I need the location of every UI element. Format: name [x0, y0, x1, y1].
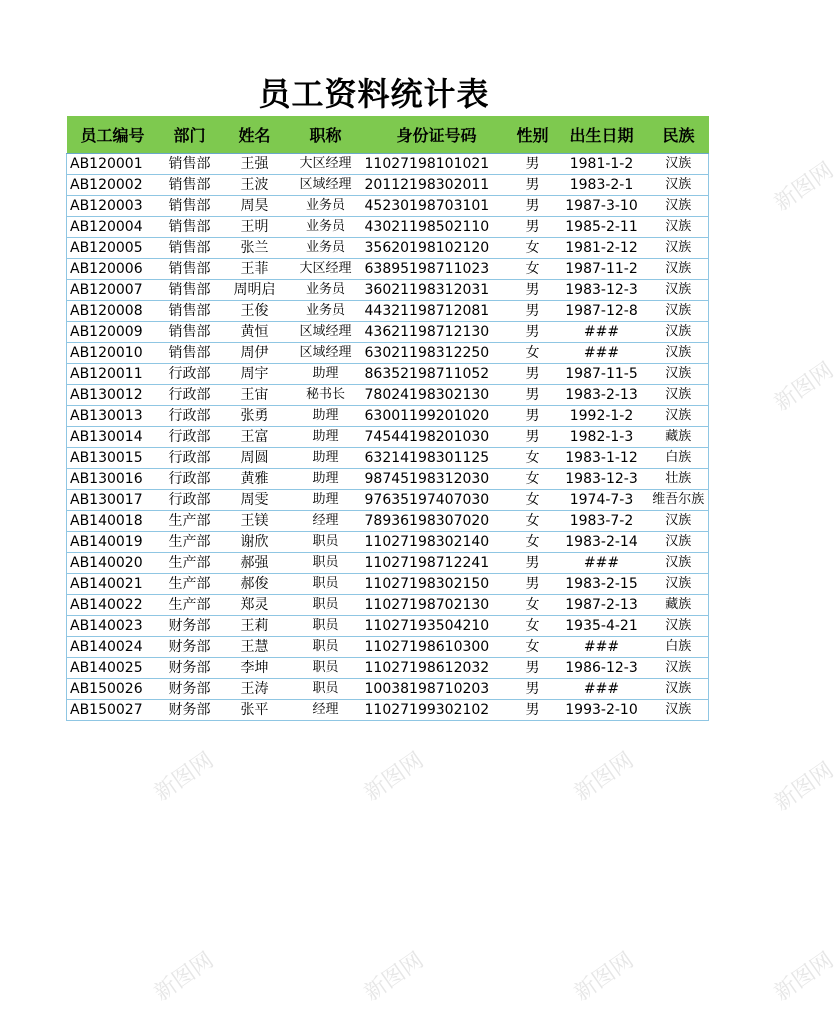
cell-title[interactable]: 助理 — [289, 469, 363, 490]
header-title[interactable]: 职称 — [289, 116, 363, 154]
cell-gender[interactable]: 女 — [511, 259, 555, 280]
cell-department[interactable]: 生产部 — [159, 595, 221, 616]
cell-id-number[interactable]: 20112198302011 — [363, 175, 511, 196]
cell-ethnicity[interactable]: 汉族 — [649, 700, 709, 721]
cell-department[interactable]: 行政部 — [159, 364, 221, 385]
cell-department[interactable]: 生产部 — [159, 511, 221, 532]
cell-id-number[interactable]: 43021198502110 — [363, 217, 511, 238]
cell-name[interactable]: 周昊 — [221, 196, 289, 217]
cell-ethnicity[interactable]: 维吾尔族 — [649, 490, 709, 511]
cell-birth-date[interactable]: ### — [555, 637, 649, 658]
cell-ethnicity[interactable]: 汉族 — [649, 259, 709, 280]
cell-title[interactable]: 区域经理 — [289, 343, 363, 364]
cell-employee-id[interactable]: AB130016 — [67, 469, 159, 490]
cell-ethnicity[interactable]: 汉族 — [649, 343, 709, 364]
cell-birth-date[interactable]: ### — [555, 679, 649, 700]
cell-birth-date[interactable]: 1983-12-3 — [555, 280, 649, 301]
cell-name[interactable]: 王明 — [221, 217, 289, 238]
cell-name[interactable]: 周雯 — [221, 490, 289, 511]
cell-birth-date[interactable]: 1981-1-2 — [555, 154, 649, 175]
cell-ethnicity[interactable]: 汉族 — [649, 658, 709, 679]
cell-birth-date[interactable]: 1983-12-3 — [555, 469, 649, 490]
cell-title[interactable]: 秘书长 — [289, 385, 363, 406]
cell-name[interactable]: 谢欣 — [221, 532, 289, 553]
cell-id-number[interactable]: 97635197407030 — [363, 490, 511, 511]
cell-employee-id[interactable]: AB120009 — [67, 322, 159, 343]
cell-department[interactable]: 生产部 — [159, 553, 221, 574]
cell-department[interactable]: 行政部 — [159, 469, 221, 490]
cell-department[interactable]: 销售部 — [159, 301, 221, 322]
cell-department[interactable]: 行政部 — [159, 385, 221, 406]
cell-id-number[interactable]: 63001199201020 — [363, 406, 511, 427]
cell-ethnicity[interactable]: 汉族 — [649, 196, 709, 217]
cell-birth-date[interactable]: 1983-2-13 — [555, 385, 649, 406]
watermark-text: 新图网 — [769, 157, 839, 217]
header-ethnicity[interactable]: 民族 — [649, 116, 709, 154]
cell-title[interactable]: 助理 — [289, 427, 363, 448]
cell-birth-date[interactable]: 1987-12-8 — [555, 301, 649, 322]
cell-department[interactable]: 生产部 — [159, 574, 221, 595]
cell-birth-date[interactable]: 1983-2-15 — [555, 574, 649, 595]
cell-name[interactable]: 周圆 — [221, 448, 289, 469]
cell-gender[interactable]: 男 — [511, 154, 555, 175]
cell-name[interactable]: 王莉 — [221, 616, 289, 637]
cell-employee-id[interactable]: AB130012 — [67, 385, 159, 406]
table-row — [67, 448, 709, 469]
cell-ethnicity[interactable]: 汉族 — [649, 511, 709, 532]
cell-title[interactable]: 助理 — [289, 448, 363, 469]
table-row — [67, 406, 709, 427]
cell-name[interactable]: 王菲 — [221, 259, 289, 280]
cell-gender[interactable]: 女 — [511, 637, 555, 658]
cell-gender[interactable]: 男 — [511, 175, 555, 196]
cell-birth-date[interactable]: 1982-1-3 — [555, 427, 649, 448]
cell-employee-id[interactable]: AB140018 — [67, 511, 159, 532]
cell-gender[interactable]: 女 — [511, 469, 555, 490]
cell-birth-date[interactable]: 1974-7-3 — [555, 490, 649, 511]
cell-birth-date[interactable]: 1993-2-10 — [555, 700, 649, 721]
cell-title[interactable]: 大区经理 — [289, 259, 363, 280]
cell-gender[interactable]: 女 — [511, 532, 555, 553]
cell-name[interactable]: 王俊 — [221, 301, 289, 322]
cell-title[interactable]: 业务员 — [289, 238, 363, 259]
table-row — [67, 532, 709, 553]
watermark-text: 新图网 — [359, 747, 429, 807]
cell-employee-id[interactable]: AB120006 — [67, 259, 159, 280]
cell-gender[interactable]: 男 — [511, 217, 555, 238]
watermark-text: 新图网 — [769, 757, 839, 817]
cell-department[interactable]: 行政部 — [159, 490, 221, 511]
cell-id-number[interactable]: 11027198302150 — [363, 574, 511, 595]
cell-id-number[interactable]: 74544198201030 — [363, 427, 511, 448]
cell-gender[interactable]: 女 — [511, 511, 555, 532]
cell-ethnicity[interactable]: 汉族 — [649, 217, 709, 238]
cell-department[interactable]: 销售部 — [159, 259, 221, 280]
cell-name[interactable]: 张兰 — [221, 238, 289, 259]
cell-name[interactable]: 郑灵 — [221, 595, 289, 616]
table-row — [67, 196, 709, 217]
table-row — [67, 595, 709, 616]
header-gender[interactable]: 性别 — [511, 116, 555, 154]
cell-title[interactable]: 助理 — [289, 364, 363, 385]
cell-birth-date[interactable]: 1983-1-12 — [555, 448, 649, 469]
cell-name[interactable]: 黄恒 — [221, 322, 289, 343]
cell-employee-id[interactable]: AB120008 — [67, 301, 159, 322]
cell-name[interactable]: 郝强 — [221, 553, 289, 574]
cell-birth-date[interactable]: 1983-7-2 — [555, 511, 649, 532]
cell-department[interactable]: 行政部 — [159, 406, 221, 427]
table-row — [67, 343, 709, 364]
cell-title[interactable]: 助理 — [289, 490, 363, 511]
cell-gender[interactable]: 男 — [511, 364, 555, 385]
table-row — [67, 364, 709, 385]
watermark-text: 新图网 — [769, 357, 839, 417]
cell-department[interactable]: 销售部 — [159, 175, 221, 196]
cell-employee-id[interactable]: AB140020 — [67, 553, 159, 574]
header-birth-date[interactable]: 出生日期 — [555, 116, 649, 154]
cell-department[interactable]: 销售部 — [159, 343, 221, 364]
cell-ethnicity[interactable]: 汉族 — [649, 385, 709, 406]
watermark-text: 新图网 — [359, 947, 429, 1007]
cell-ethnicity[interactable]: 汉族 — [649, 364, 709, 385]
cell-title[interactable]: 经理 — [289, 700, 363, 721]
table-row — [67, 616, 709, 637]
table-row — [67, 679, 709, 700]
cell-gender[interactable]: 男 — [511, 679, 555, 700]
cell-title[interactable]: 区域经理 — [289, 175, 363, 196]
cell-employee-id[interactable]: AB120001 — [67, 154, 159, 175]
cell-employee-id[interactable]: AB150026 — [67, 679, 159, 700]
cell-ethnicity[interactable]: 白族 — [649, 637, 709, 658]
cell-department[interactable]: 销售部 — [159, 196, 221, 217]
cell-id-number[interactable]: 11027198101021 — [363, 154, 511, 175]
cell-id-number[interactable]: 78936198307020 — [363, 511, 511, 532]
table-row — [67, 217, 709, 238]
header-name[interactable]: 姓名 — [221, 116, 289, 154]
cell-gender[interactable]: 男 — [511, 658, 555, 679]
table-row — [67, 175, 709, 196]
cell-birth-date[interactable]: 1987-11-2 — [555, 259, 649, 280]
cell-gender[interactable]: 男 — [511, 574, 555, 595]
cell-id-number[interactable]: 11027199302102 — [363, 700, 511, 721]
cell-ethnicity[interactable]: 白族 — [649, 448, 709, 469]
cell-employee-id[interactable]: AB140019 — [67, 532, 159, 553]
cell-employee-id[interactable]: AB150027 — [67, 700, 159, 721]
cell-ethnicity[interactable]: 藏族 — [649, 595, 709, 616]
cell-employee-id[interactable]: AB130017 — [67, 490, 159, 511]
cell-birth-date[interactable]: 1992-1-2 — [555, 406, 649, 427]
cell-name[interactable]: 张平 — [221, 700, 289, 721]
cell-ethnicity[interactable]: 藏族 — [649, 427, 709, 448]
cell-employee-id[interactable]: AB130014 — [67, 427, 159, 448]
cell-birth-date[interactable]: 1983-2-14 — [555, 532, 649, 553]
cell-gender[interactable]: 男 — [511, 280, 555, 301]
cell-ethnicity[interactable]: 汉族 — [649, 406, 709, 427]
table-row — [67, 259, 709, 280]
cell-title[interactable]: 业务员 — [289, 217, 363, 238]
cell-id-number[interactable]: 11027198702130 — [363, 595, 511, 616]
cell-id-number[interactable]: 78024198302130 — [363, 385, 511, 406]
table-row — [67, 490, 709, 511]
cell-ethnicity[interactable]: 汉族 — [649, 322, 709, 343]
cell-department[interactable]: 生产部 — [159, 532, 221, 553]
cell-gender[interactable]: 女 — [511, 616, 555, 637]
cell-ethnicity[interactable]: 汉族 — [649, 280, 709, 301]
cell-id-number[interactable]: 10038198710203 — [363, 679, 511, 700]
cell-ethnicity[interactable]: 汉族 — [649, 238, 709, 259]
cell-gender[interactable]: 男 — [511, 406, 555, 427]
watermark-text: 新图网 — [149, 947, 219, 1007]
cell-title[interactable]: 职员 — [289, 658, 363, 679]
cell-id-number[interactable]: 11027198610300 — [363, 637, 511, 658]
table-row — [67, 658, 709, 679]
cell-birth-date[interactable]: ### — [555, 343, 649, 364]
cell-ethnicity[interactable]: 汉族 — [649, 175, 709, 196]
cell-birth-date[interactable]: 1987-11-5 — [555, 364, 649, 385]
cell-birth-date[interactable]: 1981-2-12 — [555, 238, 649, 259]
cell-gender[interactable]: 男 — [511, 553, 555, 574]
cell-title[interactable]: 区域经理 — [289, 322, 363, 343]
cell-ethnicity[interactable]: 汉族 — [649, 154, 709, 175]
table-row — [67, 385, 709, 406]
cell-id-number[interactable]: 43621198712130 — [363, 322, 511, 343]
cell-title[interactable]: 职员 — [289, 616, 363, 637]
cell-id-number[interactable]: 36021198312031 — [363, 280, 511, 301]
cell-name[interactable]: 张勇 — [221, 406, 289, 427]
cell-name[interactable]: 周宇 — [221, 364, 289, 385]
cell-name[interactable]: 王宙 — [221, 385, 289, 406]
cell-title[interactable]: 职员 — [289, 532, 363, 553]
cell-birth-date[interactable]: 1985-2-11 — [555, 217, 649, 238]
watermark-text: 新图网 — [149, 747, 219, 807]
cell-birth-date[interactable]: ### — [555, 322, 649, 343]
cell-id-number[interactable]: 44321198712081 — [363, 301, 511, 322]
cell-department[interactable]: 财务部 — [159, 700, 221, 721]
cell-department[interactable]: 销售部 — [159, 217, 221, 238]
cell-employee-id[interactable]: AB130013 — [67, 406, 159, 427]
cell-birth-date[interactable]: 1983-2-1 — [555, 175, 649, 196]
cell-employee-id[interactable]: AB140025 — [67, 658, 159, 679]
table-row — [67, 637, 709, 658]
cell-birth-date[interactable]: 1987-3-10 — [555, 196, 649, 217]
cell-ethnicity[interactable]: 汉族 — [649, 574, 709, 595]
cell-name[interactable]: 郝俊 — [221, 574, 289, 595]
cell-name[interactable]: 王强 — [221, 154, 289, 175]
cell-gender[interactable]: 男 — [511, 301, 555, 322]
table-row — [67, 511, 709, 532]
header-department[interactable]: 部门 — [159, 116, 221, 154]
watermark-text: 新图网 — [569, 947, 639, 1007]
sheet-title: 员工资料统计表 — [258, 75, 490, 113]
cell-gender[interactable]: 男 — [511, 700, 555, 721]
cell-title[interactable]: 业务员 — [289, 280, 363, 301]
cell-gender[interactable]: 女 — [511, 448, 555, 469]
cell-title[interactable]: 职员 — [289, 679, 363, 700]
cell-id-number[interactable]: 98745198312030 — [363, 469, 511, 490]
cell-birth-date[interactable]: 1986-12-3 — [555, 658, 649, 679]
cell-ethnicity[interactable]: 汉族 — [649, 616, 709, 637]
cell-title[interactable]: 职员 — [289, 637, 363, 658]
table-row — [67, 574, 709, 595]
cell-department[interactable]: 财务部 — [159, 658, 221, 679]
cell-department[interactable]: 销售部 — [159, 322, 221, 343]
cell-employee-id[interactable]: AB140022 — [67, 595, 159, 616]
cell-id-number[interactable]: 11027198712241 — [363, 553, 511, 574]
header-id-number[interactable]: 身份证号码 — [363, 116, 511, 154]
table-row — [67, 301, 709, 322]
cell-id-number[interactable]: 63021198312250 — [363, 343, 511, 364]
cell-employee-id[interactable]: AB120007 — [67, 280, 159, 301]
cell-employee-id[interactable]: AB140021 — [67, 574, 159, 595]
cell-department[interactable]: 销售部 — [159, 154, 221, 175]
cell-birth-date[interactable]: 1987-2-13 — [555, 595, 649, 616]
cell-id-number[interactable]: 11027198612032 — [363, 658, 511, 679]
cell-name[interactable]: 王慧 — [221, 637, 289, 658]
cell-gender[interactable]: 男 — [511, 196, 555, 217]
cell-name[interactable]: 王富 — [221, 427, 289, 448]
table-row — [67, 154, 709, 175]
cell-title[interactable]: 业务员 — [289, 196, 363, 217]
cell-title[interactable]: 经理 — [289, 511, 363, 532]
table-row — [67, 427, 709, 448]
cell-name[interactable]: 王涛 — [221, 679, 289, 700]
table-body — [67, 154, 709, 721]
cell-id-number[interactable]: 11027193504210 — [363, 616, 511, 637]
cell-department[interactable]: 财务部 — [159, 616, 221, 637]
cell-department[interactable]: 财务部 — [159, 637, 221, 658]
cell-ethnicity[interactable]: 壮族 — [649, 469, 709, 490]
cell-employee-id[interactable]: AB120011 — [67, 364, 159, 385]
cell-ethnicity[interactable]: 汉族 — [649, 532, 709, 553]
cell-title[interactable]: 助理 — [289, 406, 363, 427]
cell-department[interactable]: 行政部 — [159, 448, 221, 469]
cell-name[interactable]: 王镁 — [221, 511, 289, 532]
cell-id-number[interactable]: 35620198102120 — [363, 238, 511, 259]
cell-employee-id[interactable]: AB120004 — [67, 217, 159, 238]
cell-employee-id[interactable]: AB120002 — [67, 175, 159, 196]
cell-birth-date[interactable]: ### — [555, 553, 649, 574]
cell-ethnicity[interactable]: 汉族 — [649, 301, 709, 322]
cell-name[interactable]: 周明启 — [221, 280, 289, 301]
watermark-text: 新图网 — [769, 947, 839, 1007]
cell-id-number[interactable]: 45230198703101 — [363, 196, 511, 217]
cell-id-number[interactable]: 86352198711052 — [363, 364, 511, 385]
cell-employee-id[interactable]: AB120010 — [67, 343, 159, 364]
cell-gender[interactable]: 女 — [511, 490, 555, 511]
cell-employee-id[interactable]: AB120003 — [67, 196, 159, 217]
table-row — [67, 238, 709, 259]
cell-gender[interactable]: 男 — [511, 427, 555, 448]
cell-gender[interactable]: 男 — [511, 322, 555, 343]
cell-department[interactable]: 销售部 — [159, 238, 221, 259]
cell-name[interactable]: 李坤 — [221, 658, 289, 679]
table-header-row — [67, 116, 709, 154]
cell-employee-id[interactable]: AB140024 — [67, 637, 159, 658]
watermark-text: 新图网 — [569, 747, 639, 807]
cell-birth-date[interactable]: 1935-4-21 — [555, 616, 649, 637]
cell-gender[interactable]: 女 — [511, 238, 555, 259]
cell-department[interactable]: 行政部 — [159, 427, 221, 448]
cell-gender[interactable]: 男 — [511, 385, 555, 406]
cell-ethnicity[interactable]: 汉族 — [649, 553, 709, 574]
cell-title[interactable]: 大区经理 — [289, 154, 363, 175]
table-row — [67, 553, 709, 574]
employee-table — [66, 116, 709, 721]
cell-id-number[interactable]: 63214198301125 — [363, 448, 511, 469]
cell-name[interactable]: 周伊 — [221, 343, 289, 364]
table-row — [67, 700, 709, 721]
cell-ethnicity[interactable]: 汉族 — [649, 679, 709, 700]
cell-gender[interactable]: 女 — [511, 343, 555, 364]
header-employee-id[interactable]: 员工编号 — [67, 116, 159, 154]
cell-employee-id[interactable]: AB120005 — [67, 238, 159, 259]
cell-title[interactable]: 职员 — [289, 553, 363, 574]
cell-title[interactable]: 职员 — [289, 595, 363, 616]
table-row — [67, 469, 709, 490]
cell-name[interactable]: 黄雅 — [221, 469, 289, 490]
cell-id-number[interactable]: 11027198302140 — [363, 532, 511, 553]
cell-employee-id[interactable]: AB130015 — [67, 448, 159, 469]
table-row — [67, 280, 709, 301]
cell-name[interactable]: 王波 — [221, 175, 289, 196]
cell-title[interactable]: 职员 — [289, 574, 363, 595]
cell-id-number[interactable]: 63895198711023 — [363, 259, 511, 280]
cell-gender[interactable]: 女 — [511, 595, 555, 616]
cell-title[interactable]: 业务员 — [289, 301, 363, 322]
cell-department[interactable]: 销售部 — [159, 280, 221, 301]
table-row — [67, 322, 709, 343]
cell-department[interactable]: 财务部 — [159, 679, 221, 700]
cell-employee-id[interactable]: AB140023 — [67, 616, 159, 637]
